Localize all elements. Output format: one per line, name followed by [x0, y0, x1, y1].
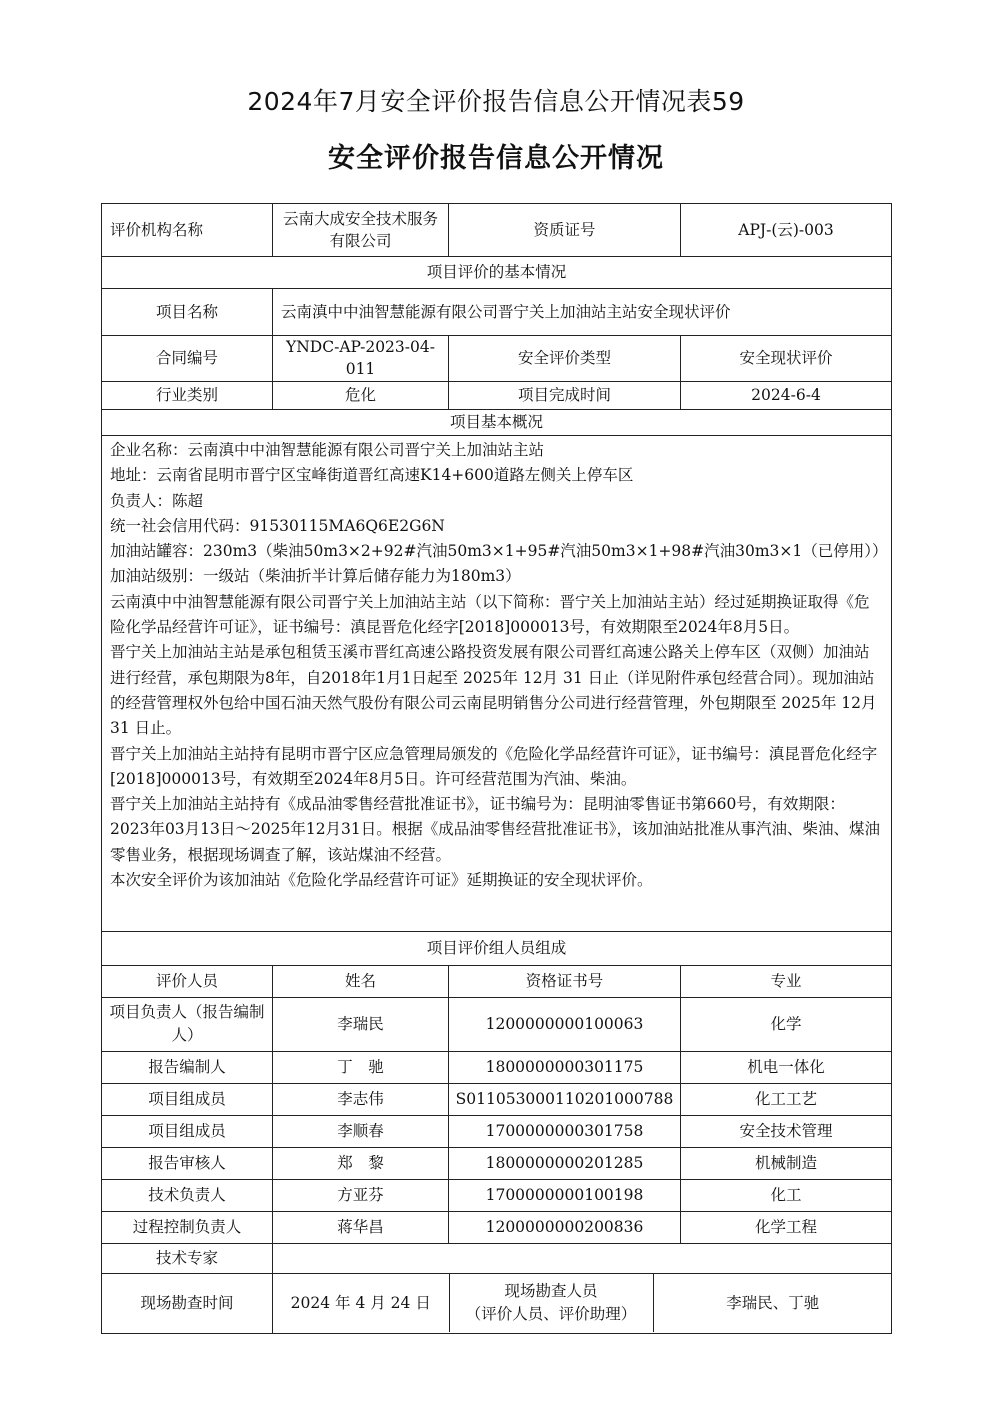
- survey-staff-label-line2: （评价人员、评价助理）: [465, 1305, 637, 1324]
- table-row: [102, 1179, 892, 1211]
- team-name: 李志伟: [273, 1083, 449, 1115]
- team-major: 化工: [681, 1179, 892, 1211]
- team-role: 项目组成员: [102, 1083, 273, 1115]
- team-name: 方亚芬: [273, 1179, 449, 1211]
- team-major: 化工工艺: [681, 1083, 892, 1115]
- team-cert: 1200000000100063: [449, 997, 681, 1051]
- expert-label: 技术专家: [102, 1243, 273, 1273]
- team-role: 项目负责人（报告编制人）: [102, 997, 273, 1051]
- table-row: [102, 1083, 892, 1115]
- section-basic-title: 项目评价的基本情况: [102, 257, 892, 289]
- team-role: 项目组成员: [102, 1115, 273, 1147]
- team-role: 报告编制人: [102, 1051, 273, 1083]
- survey-subtable: [273, 1274, 892, 1332]
- team-name: 李顺春: [273, 1115, 449, 1147]
- team-cert: 1700000000301758: [449, 1115, 681, 1147]
- project-name-row: [102, 289, 892, 336]
- overview-paragraph: 云南滇中中油智慧能源有限公司晋宁关上加油站主站（以下简称：晋宁关上加油站主站）经过延期换证取得《危险化学品经营许可证》，证书编号：滇昆晋危化经字[2018]000013号，有效期限至2024年8月5日。: [110, 592, 870, 637]
- contract-row: [102, 336, 892, 382]
- team-role: 报告审核人: [102, 1147, 273, 1179]
- team-role: 技术负责人: [102, 1179, 273, 1211]
- team-cert: 1200000000200836: [449, 1211, 681, 1243]
- eval-type-value: 安全现状评价: [681, 336, 892, 382]
- disclosure-table: [101, 203, 892, 1334]
- overview-paragraph: 晋宁关上加油站主站是承包租赁玉溪市晋红高速公路投资发展有限公司晋红高速公路关上停车区（双侧）加油站进行经营，承包期限为8年，自2018年1月1日起至 2025年 12月 31 日止（详见附件承包经营合同）。现加油站的经营管理权外包给中国石油天然气股份有限公司云南昆明销售分公司进行经营管理，外包期限至 2025年 12月 31 日止。: [110, 643, 877, 738]
- team-cert: S011053000110201000788: [449, 1083, 681, 1115]
- team-cert: 1800000000201285: [449, 1147, 681, 1179]
- overview-paragraph: 负责人：陈超: [110, 491, 204, 510]
- industry-label: 行业类别: [102, 381, 273, 409]
- contract-value: YNDC-AP-2023-04-011: [273, 336, 449, 382]
- table-row: [102, 997, 892, 1051]
- team-name: 丁 驰: [273, 1051, 449, 1083]
- team-role: 过程控制负责人: [102, 1211, 273, 1243]
- overview-paragraph: 晋宁关上加油站主站持有《成品油零售经营批准证书》，证书编号为：昆明油零售证书第660号，有效期限：2023年03月13日～2025年12月31日。根据《成品油零售经营批准证书》，该加油站批准从事汽油、柴油、煤油零售业务，根据现场调查了解，该站煤油不经营。: [110, 795, 881, 864]
- overview-paragraph: 地址：云南省昆明市晋宁区宝峰街道晋红高速K14+600道路左侧关上停车区: [110, 466, 634, 485]
- overview-paragraph: 本次安全评价为该加油站《危险化学品经营许可证》延期换证的安全现状评价。: [110, 870, 653, 889]
- overview-paragraph: 晋宁关上加油站主站持有昆明市晋宁区应急管理局颁发的《危险化学品经营许可证》，证书编号：滇昆晋危化经字[2018]000013号，有效期至2024年8月5日。许可经营范围为汽油、柴油。: [110, 744, 878, 788]
- team-name: 郑 黎: [273, 1147, 449, 1179]
- team-header-cert: 资格证书号: [449, 965, 681, 997]
- team-name: 李瑞民: [273, 997, 449, 1051]
- cert-value: APJ-(云)-003: [681, 204, 892, 257]
- table-row: [102, 1147, 892, 1179]
- survey-time-label: 现场勘查时间: [102, 1273, 273, 1333]
- table-row: [102, 1211, 892, 1243]
- org-name-label: 评价机构名称: [102, 204, 273, 257]
- project-name-value: 云南滇中中油智慧能源有限公司晋宁关上加油站主站安全现状评价: [273, 289, 892, 336]
- project-name-label: 项目名称: [102, 289, 273, 336]
- table-row: [102, 1051, 892, 1083]
- industry-row: [102, 381, 892, 409]
- team-major: 化学工程: [681, 1211, 892, 1243]
- table-row: [102, 1115, 892, 1147]
- overview-paragraph: 统一社会信用代码：91530115MA6Q6E2G6N: [110, 516, 445, 535]
- cert-label: 资质证号: [449, 204, 681, 257]
- survey-staff-value: 李瑞民、丁驰: [726, 1294, 820, 1313]
- team-major: 安全技术管理: [681, 1115, 892, 1147]
- team-name: 蒋华昌: [273, 1211, 449, 1243]
- overview-text: [102, 435, 892, 931]
- overview-paragraph: 加油站罐容：230m3（柴油50m3×2+92#汽油50m3×1+95#汽油50m3×1+98#汽油30m3×1（已停用））: [110, 542, 888, 561]
- survey-time-value: 2024 年 4 月 24 日: [273, 1274, 449, 1332]
- contract-label: 合同编号: [102, 336, 273, 382]
- expert-row: [102, 1243, 892, 1273]
- team-major: 机电一体化: [681, 1051, 892, 1083]
- org-row: [102, 204, 892, 257]
- team-header-role: 评价人员: [102, 965, 273, 997]
- team-major: 化学: [681, 997, 892, 1051]
- survey-staff-label: [449, 1274, 653, 1332]
- section-overview-title: 项目基本概况: [102, 409, 892, 435]
- document-title: 2024年7月安全评价报告信息公开情况表59: [247, 87, 745, 116]
- survey-staff-label-line1: 现场勘查人员: [504, 1282, 598, 1301]
- eval-type-label: 安全评价类型: [449, 336, 681, 382]
- team-major: 机械制造: [681, 1147, 892, 1179]
- document-subtitle: 安全评价报告信息公开情况: [328, 143, 664, 174]
- finish-label: 项目完成时间: [449, 381, 681, 409]
- industry-value: 危化: [273, 381, 449, 409]
- overview-paragraph: 企业名称：云南滇中中油智慧能源有限公司晋宁关上加油站主站: [110, 440, 545, 459]
- team-header-major: 专业: [681, 965, 892, 997]
- section-team-title: 项目评价组人员组成: [102, 931, 892, 965]
- org-name-value: 云南大成安全技术服务有限公司: [273, 204, 449, 257]
- team-cert: 1700000000100198: [449, 1179, 681, 1211]
- expert-value: [273, 1243, 892, 1273]
- finish-value: 2024-6-4: [681, 381, 892, 409]
- team-header-row: [102, 965, 892, 997]
- overview-paragraph: 加油站级别：一级站（柴油折半计算后储存能力为180m3）: [110, 567, 521, 586]
- team-cert: 1800000000301175: [449, 1051, 681, 1083]
- survey-row: [102, 1273, 892, 1333]
- team-header-name: 姓名: [273, 965, 449, 997]
